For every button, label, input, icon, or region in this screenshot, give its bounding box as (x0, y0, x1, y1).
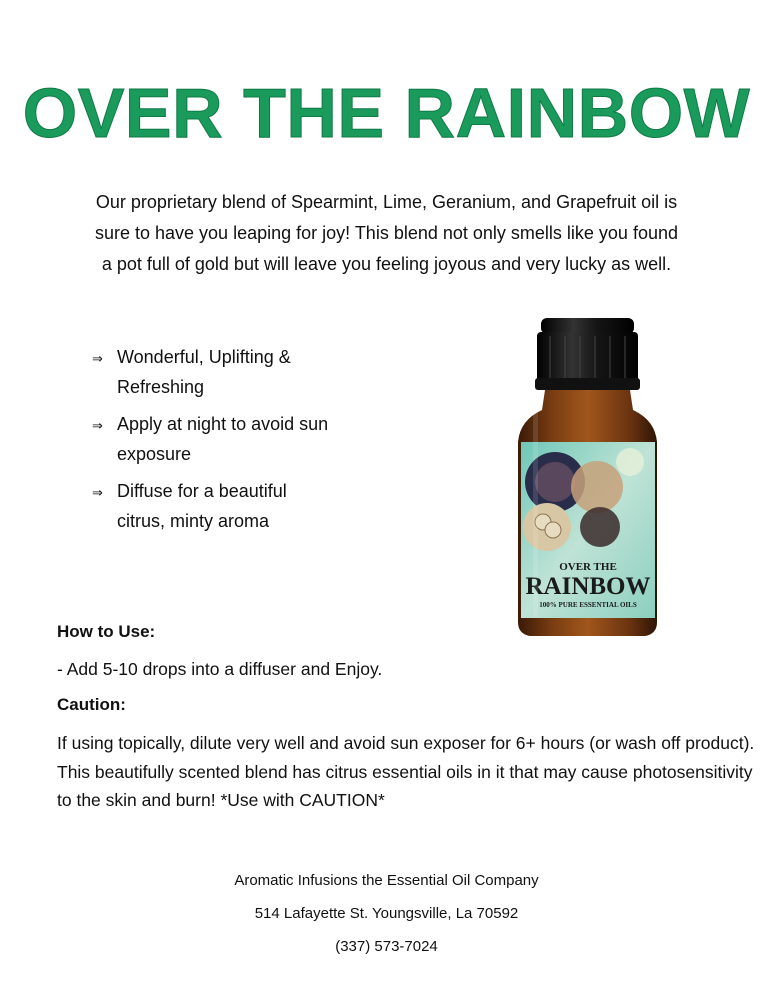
how-to-use-heading: How to Use: (57, 622, 156, 641)
label-line-3: 100% PURE ESSENTIAL OILS (539, 601, 637, 609)
cap-ring (535, 378, 640, 390)
bullet-text: Apply at night to avoid sun exposure (117, 414, 329, 464)
double-arrow-right-icon: ⇒ (92, 351, 103, 366)
company-name: Aromatic Infusions the Essential Oil Company (234, 872, 539, 889)
label-circle-2 (571, 461, 623, 513)
how-to-use-text: - Add 5-10 drops into a diffuser and Enjoy. (57, 659, 383, 679)
caution-text: If using topically, dilute very well and avoid sun exposer for 6+ hours (or wash off product). This beautifully scented blend has citrus essential oils in it that may cause photosensitivity to the skin and burn! *Use with CAUTION* (57, 733, 755, 810)
company-address: 514 Lafayette St. Youngsville, La 70592 (254, 905, 519, 922)
double-arrow-right-icon: ⇒ (92, 418, 103, 433)
label-circle-4 (580, 507, 620, 547)
benefits-list (92, 342, 332, 543)
label-line-2: RAINBOW (525, 573, 651, 600)
cap-body (537, 332, 638, 382)
company-phone: (337) 573-7024 (335, 938, 438, 955)
bullet-text: Diffuse for a beautiful citrus, minty aroma (117, 481, 287, 531)
bullet-text: Wonderful, Uplifting & Refreshing (117, 347, 291, 397)
page-title: OVER THE RAINBOW (22, 74, 751, 152)
list-item (92, 342, 332, 402)
caution-heading: Caution: (57, 695, 126, 714)
intro-paragraph: Our proprietary blend of Spearmint, Lime, Geranium, and Grapefruit oil is sure to have you leaping for joy! This blend not only smells like you found a pot full of gold but will leave you feeling joyous and very lucky as well. (94, 192, 678, 274)
cap-top (541, 318, 634, 334)
double-arrow-right-icon: ⇒ (92, 485, 103, 500)
list-item (92, 476, 332, 536)
list-item (92, 409, 332, 469)
product-bottle-image (505, 312, 670, 642)
label-line-1: OVER THE (559, 561, 617, 573)
